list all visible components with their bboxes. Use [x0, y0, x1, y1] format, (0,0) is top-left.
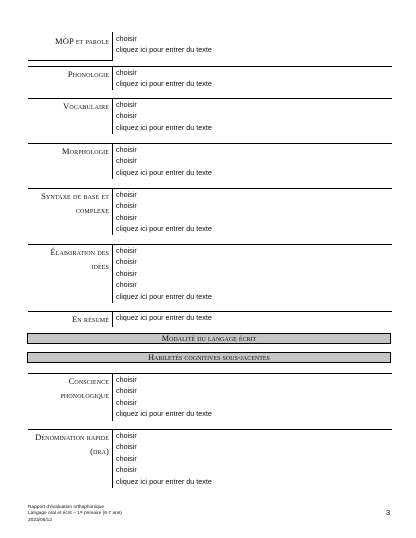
divider — [112, 188, 113, 235]
text-field[interactable]: cliquez ici pour entrer du texte — [116, 122, 212, 132]
entries — [116, 430, 212, 487]
divider — [112, 244, 113, 303]
choice-field[interactable]: choisir — [116, 397, 137, 407]
section-label: Morphologie — [61, 146, 109, 156]
entries — [116, 144, 212, 178]
entries — [116, 312, 212, 323]
choice-field[interactable]: choisir — [116, 100, 137, 109]
text-field[interactable]: cliquez ici pour entrer du texte — [116, 79, 212, 89]
choice-field[interactable]: choisir — [116, 145, 137, 154]
choice-field[interactable]: choisir — [116, 34, 137, 43]
text-field[interactable]: cliquez ici pour entrer du texte — [116, 476, 212, 486]
page-number: 3 — [386, 508, 391, 517]
entries — [116, 245, 212, 302]
section-label: Phonologie — [67, 69, 109, 79]
section-label-line: Syntaxe de base et — [41, 191, 109, 201]
choice-field[interactable]: choisir — [116, 386, 137, 396]
page-footer — [28, 505, 122, 524]
section-phonologie — [28, 66, 392, 91]
divider — [112, 32, 113, 60]
choice-field[interactable]: choisir — [116, 442, 137, 452]
section-elaboration — [28, 244, 392, 303]
divider — [112, 143, 113, 179]
section-label — [28, 374, 109, 402]
entries — [116, 67, 212, 90]
section-conscience-phonologique — [28, 373, 392, 421]
banner-written-language: Modalité du langage écrit — [27, 333, 391, 344]
divider — [28, 60, 113, 61]
section-label-line: Dénomination rapide — [35, 432, 109, 442]
entries — [116, 189, 212, 235]
section-syntaxe — [28, 188, 392, 235]
divider — [112, 66, 113, 90]
section-denomination-rapide — [28, 429, 392, 488]
divider — [112, 311, 113, 327]
choice-field[interactable]: choisir — [116, 257, 137, 267]
entries — [116, 33, 212, 56]
section-label — [28, 189, 109, 217]
section-label — [28, 430, 109, 458]
section-morphologie — [28, 143, 392, 179]
choice-field[interactable]: choisir — [116, 68, 137, 77]
section-label: En résumé — [72, 314, 109, 324]
divider — [112, 429, 113, 488]
section-label-line: (dra) — [90, 446, 109, 456]
section-label-line: Élaboration des — [50, 247, 109, 257]
footer-line: Langage oral et écrit – 1ʳᵉ primaire (6-7 ans) — [28, 511, 122, 517]
choice-field[interactable]: choisir — [116, 190, 137, 199]
choice-field[interactable]: choisir — [116, 246, 137, 255]
choice-field[interactable]: choisir — [116, 268, 137, 278]
section-label: Vocabulaire — [63, 101, 109, 111]
choice-field[interactable]: choisir — [116, 453, 137, 463]
text-field[interactable]: cliquez ici pour entrer du texte — [116, 409, 212, 419]
divider — [112, 98, 113, 134]
footer-line: 2023/06/12 — [28, 517, 53, 523]
choice-field[interactable]: choisir — [116, 375, 137, 384]
choice-field[interactable]: choisir — [116, 431, 137, 440]
section-label-line: phonologique — [60, 390, 109, 400]
section-summary — [28, 311, 392, 327]
text-field[interactable]: cliquez ici pour entrer du texte — [116, 167, 212, 177]
choice-field[interactable]: choisir — [116, 280, 137, 290]
choice-field[interactable]: choisir — [116, 465, 137, 475]
section-vocabulaire — [28, 98, 392, 134]
choice-field[interactable]: choisir — [116, 156, 137, 166]
footer-line: Rapport d’évaluation orthophonique — [28, 505, 105, 510]
entries — [116, 99, 212, 133]
section-label — [28, 245, 109, 273]
text-field[interactable]: cliquez ici pour entrer du texte — [116, 291, 212, 301]
entries — [116, 374, 212, 420]
text-field[interactable]: cliquez ici pour entrer du texte — [116, 313, 212, 322]
text-field[interactable]: cliquez ici pour entrer du texte — [116, 45, 212, 55]
text-field[interactable]: cliquez ici pour entrer du texte — [116, 224, 212, 234]
section-label: MOP et parole — [54, 36, 109, 46]
section-label-line: Conscience — [68, 376, 109, 386]
section-label-line: idées — [91, 261, 109, 271]
choice-field[interactable]: choisir — [116, 212, 137, 222]
choice-field[interactable]: choisir — [116, 201, 137, 211]
choice-field[interactable]: choisir — [116, 111, 137, 121]
divider — [112, 373, 113, 421]
section-mop-parole — [28, 32, 392, 61]
banner-cognitive-skills: Habiletés cognitives sous-jacentes — [27, 352, 391, 363]
section-label-line: complexe — [75, 205, 109, 215]
